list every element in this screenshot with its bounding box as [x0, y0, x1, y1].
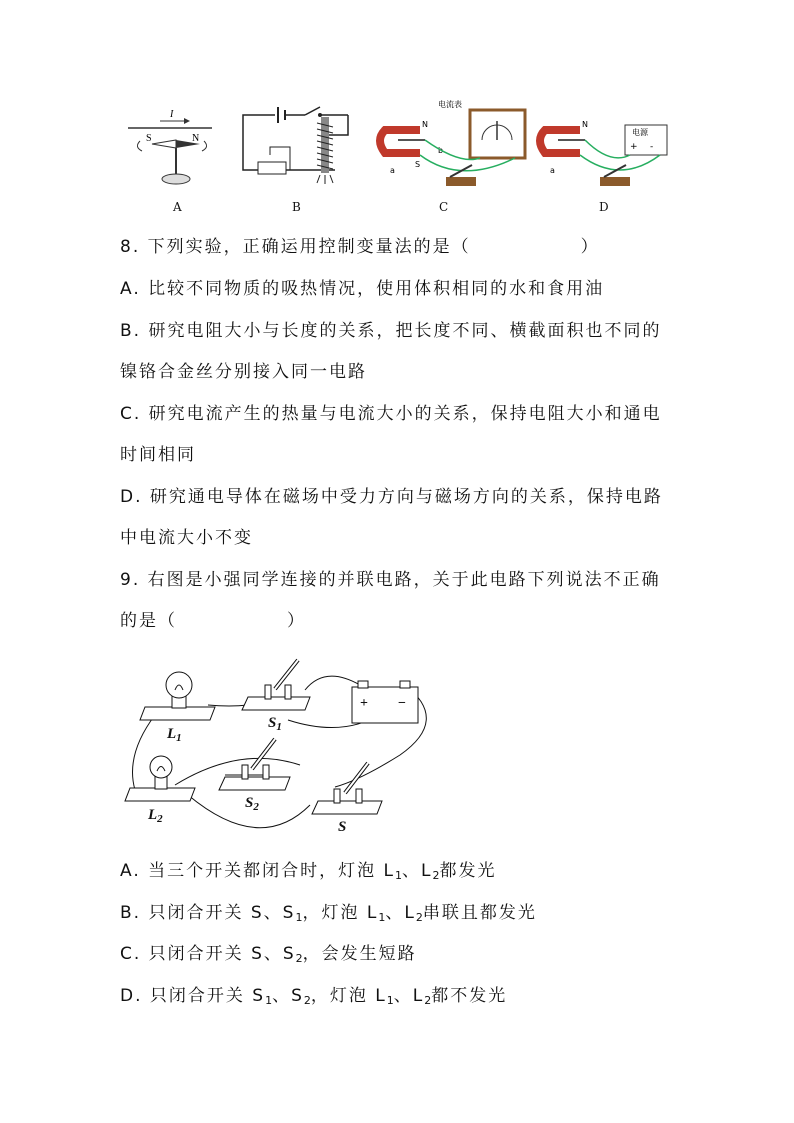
svg-text:-: - [650, 142, 654, 152]
lamp-l2 [125, 756, 195, 801]
svg-text:a: a [550, 166, 555, 175]
svg-text:N: N [192, 133, 200, 144]
q9-option-c: C. 只闭合开关 S、$S_2$，会发生短路 [120, 944, 417, 965]
switch-s [312, 763, 382, 814]
svg-text:S: S [338, 819, 347, 835]
figure-b-electromagnet [243, 107, 348, 184]
figure-c-induction [380, 99, 525, 186]
q8-option-a: A. 比较不同物质的吸热情况，使用体积相同的水和食用油 [120, 279, 605, 299]
battery [352, 681, 418, 723]
figure-experiments [120, 95, 680, 220]
svg-text:+: + [360, 696, 368, 711]
svg-text:S1: $S_1$ [268, 715, 282, 733]
svg-text:N: N [422, 120, 428, 129]
switch-s2 [219, 739, 290, 790]
svg-text:I: I [170, 109, 174, 120]
q8-option-b-line2: 镍铬合金丝分别接入同一电路 [120, 362, 367, 382]
svg-text:L1: $L_1$ [167, 726, 182, 744]
svg-text:S2: $S_2$ [245, 795, 259, 813]
caption-a: A [173, 200, 182, 214]
q9-option-b: B. 只闭合开关 S、$S_1$，灯泡 $L_1$、$L_2$串联且都发光 [120, 903, 537, 924]
svg-text:L2: $L_2$ [148, 807, 163, 825]
q9-stem-line2: 的是（ ） [120, 611, 306, 631]
svg-text:+: + [630, 142, 638, 152]
switch-s1 [242, 660, 310, 710]
q8-option-c-line1: C. 研究电流产生的热量与电流大小的关系，保持电阻大小和通电 [120, 404, 662, 424]
svg-text:电流表: 电流表 [438, 100, 462, 109]
svg-text:N: N [582, 120, 588, 129]
svg-text:S: S [415, 160, 421, 169]
q9-stem-line1: 9. 右图是小强同学连接的并联电路，关于此电路下列说法不正确 [120, 570, 661, 590]
caption-c: C [439, 200, 449, 214]
svg-text:电源: 电源 [632, 128, 648, 137]
caption-d: D [599, 200, 609, 214]
q8-option-d-line1: D. 研究通电导体在磁场中受力方向与磁场方向的关系，保持电路 [120, 487, 663, 507]
svg-text:−: − [398, 696, 406, 711]
q8-stem: 8. 下列实验，正确运用控制变量法的是（ ） [120, 237, 600, 257]
caption-b: B [292, 200, 301, 214]
figure-d-motor [540, 120, 667, 186]
q8-option-b-line1: B. 研究电阻大小与长度的关系，把长度不同、横截面积也不同的 [120, 321, 662, 341]
q9-option-d: D. 只闭合开关 $S_1$、$S_2$，灯泡 $L_1$、$L_2$都不发光 [120, 986, 508, 1007]
svg-text:a: a [390, 166, 395, 175]
lamp-l1 [140, 672, 215, 720]
figure-a-oersted [128, 109, 212, 184]
svg-text:S: S [146, 133, 152, 144]
q8-option-d-line2: 中电流大小不变 [120, 528, 253, 548]
parallel-circuit-figure [120, 645, 440, 835]
q8-option-c-line2: 时间相同 [120, 445, 196, 465]
q9-option-a: A. 当三个开关都闭合时，灯泡 $L_1$、$L_2$都发光 [120, 861, 497, 882]
svg-text:b: b [438, 146, 444, 155]
